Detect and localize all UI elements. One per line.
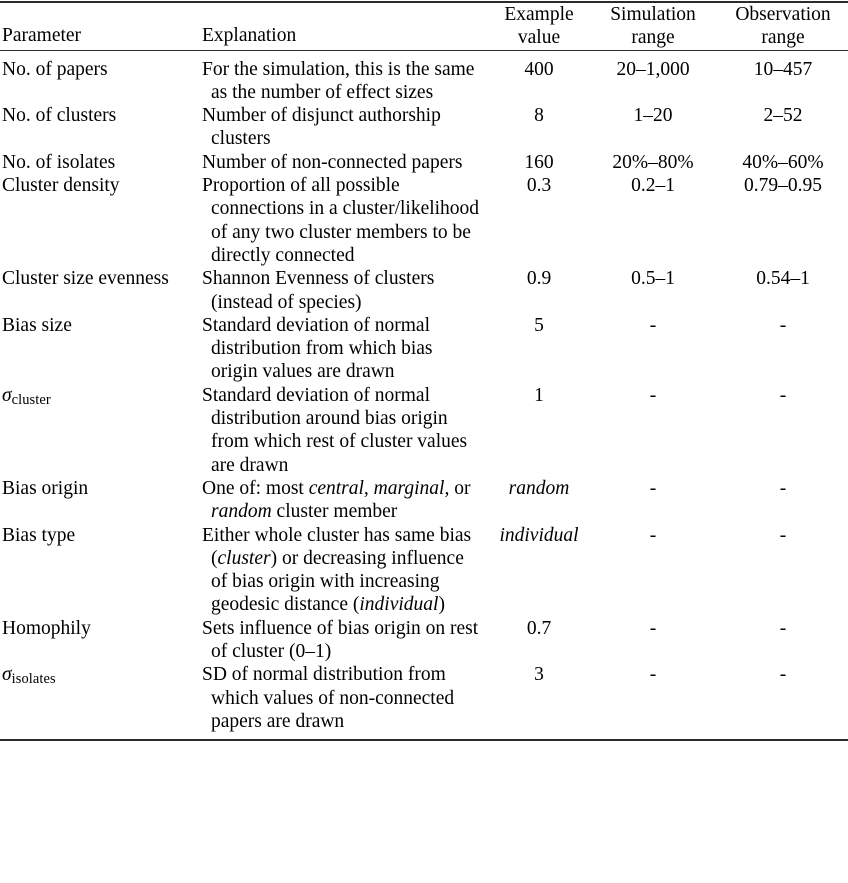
cell-explanation: Number of disjunct authorship clusters <box>202 105 441 150</box>
cell-explanation: Sets influence of bias origin on rest of cluster (0–1) <box>202 617 479 663</box>
column-header-observation-line1: Observation <box>735 4 831 25</box>
cell-explanation: Standard deviation of normal distribution around bias origin from which rest of cluster values are drawn <box>202 384 468 476</box>
table-row <box>0 267 848 314</box>
cell-example-value: 0.3 <box>526 175 552 197</box>
column-header-parameter-line1: Parameter <box>2 25 82 47</box>
cell-parameter: Bias size <box>2 314 72 336</box>
cell-explanation: One of: most central, marginal, or random cluster member <box>202 477 471 523</box>
cell-observation-range: - <box>779 664 787 686</box>
cell-observation-range: 2–52 <box>763 105 803 127</box>
cell-parameter: No. of papers <box>2 58 108 80</box>
emphasised-term: random <box>211 501 272 523</box>
cell-simulation-range: - <box>649 384 657 406</box>
cell-example-value: 1 <box>534 384 544 406</box>
cell-simulation-range: 0.2–1 <box>631 175 675 197</box>
table-header-row <box>0 3 848 50</box>
column-header-example-line2: value <box>517 27 561 49</box>
table-row <box>0 477 848 524</box>
cell-parameter: Cluster density <box>2 175 120 197</box>
cell-explanation: Proportion of all possible connections in a cluster/likelihood of any two cluster members to be directly connected <box>202 175 480 266</box>
cell-observation-range: - <box>779 617 787 639</box>
cell-observation-range: - <box>779 477 787 499</box>
table-body <box>0 51 848 740</box>
cell-parameter <box>0 663 200 739</box>
cell-example-value: 3 <box>534 664 544 686</box>
emphasised-term: individual <box>359 594 439 616</box>
column-header-simulation-line1: Simulation <box>610 4 696 25</box>
cell-explanation: Number of non-connected papers <box>202 151 463 173</box>
column-header-example-value <box>490 3 588 50</box>
cell-explanation: SD of normal distribution from which values of non-connected papers are drawn <box>202 664 455 732</box>
table-header <box>0 3 848 50</box>
cell-explanation: For the simulation, this is the same as the number of effect sizes <box>202 58 475 103</box>
column-header-example-line1: Example <box>504 4 574 25</box>
table-row <box>0 104 848 151</box>
cell-simulation-range: 1–20 <box>633 105 673 127</box>
cell-parameter: Cluster size evenness <box>2 268 169 290</box>
cell-simulation-range: - <box>649 314 657 336</box>
column-header-observation-line2: range <box>761 27 805 49</box>
table-row <box>0 174 848 267</box>
cell-observation-range: - <box>779 314 787 336</box>
cell-observation-range: - <box>779 384 787 406</box>
column-header-explanation <box>200 3 490 50</box>
parameter-table-body <box>0 51 848 740</box>
cell-simulation-range: - <box>649 524 657 546</box>
cell-simulation-range: 20–1,000 <box>616 58 690 80</box>
cell-observation-range: 0.79–0.95 <box>744 175 822 197</box>
cell-example-value: 5 <box>534 314 544 336</box>
cell-simulation-range: - <box>649 477 657 499</box>
cell-simulation-range: - <box>649 617 657 639</box>
table-row <box>0 151 848 174</box>
cell-example-value: 400 <box>524 58 554 80</box>
parameter-table <box>0 3 848 50</box>
cell-example-value <box>490 524 588 617</box>
cell-simulation-range: - <box>649 664 657 686</box>
column-header-simulation-range <box>588 3 718 50</box>
cell-parameter: Bias origin <box>2 477 89 499</box>
cell-observation-range: - <box>779 524 787 546</box>
parameter-table-figure <box>0 1 848 883</box>
parameter-subscript: cluster <box>11 391 51 408</box>
cell-example-value: 8 <box>534 105 544 127</box>
cell-observation-range: 40%–60% <box>742 151 824 173</box>
cell-parameter <box>0 384 200 477</box>
table-row <box>0 314 848 384</box>
table-row <box>0 617 848 664</box>
cell-example-value: 160 <box>524 151 554 173</box>
column-header-observation-range <box>718 3 848 50</box>
parameter-symbol: σ <box>2 664 12 686</box>
cell-parameter: No. of clusters <box>2 105 117 127</box>
table-row <box>0 524 848 617</box>
emphasised-term: central, marginal, <box>308 477 450 499</box>
column-header-parameter <box>0 3 200 50</box>
cell-parameter: Homophily <box>2 617 91 639</box>
cell-example-value: 0.7 <box>526 617 552 639</box>
cell-parameter: Bias type <box>2 524 76 546</box>
cell-example-value: 0.9 <box>526 268 552 290</box>
cell-explanation: Shannon Evenness of clusters (instead of species) <box>202 268 435 313</box>
cell-parameter: No. of isolates <box>2 151 116 173</box>
cell-explanation: Standard deviation of normal distribution from which bias origin values are drawn <box>202 314 433 383</box>
emphasised-term: random <box>508 477 570 499</box>
cell-simulation-range: 20%–80% <box>612 151 694 173</box>
cell-explanation: Either whole cluster has same bias (cluster) or decreasing influence of bias origin with increasing geodesic distance (individual) <box>202 524 472 616</box>
cell-observation-range: 10–457 <box>753 58 813 80</box>
cell-simulation-range: 0.5–1 <box>631 268 675 290</box>
parameter-symbol: σ <box>2 384 12 406</box>
emphasised-term: cluster <box>217 547 271 569</box>
emphasised-term: individual <box>499 524 579 546</box>
parameter-subscript: isolates <box>11 671 56 688</box>
table-bottom-rule <box>0 739 848 741</box>
column-header-simulation-line2: range <box>631 27 675 49</box>
cell-observation-range: 0.54–1 <box>756 268 810 290</box>
column-header-explanation-line1: Explanation <box>202 25 297 47</box>
table-row <box>0 51 848 105</box>
table-row <box>0 384 848 477</box>
table-row <box>0 663 848 739</box>
cell-example-value <box>490 477 588 524</box>
